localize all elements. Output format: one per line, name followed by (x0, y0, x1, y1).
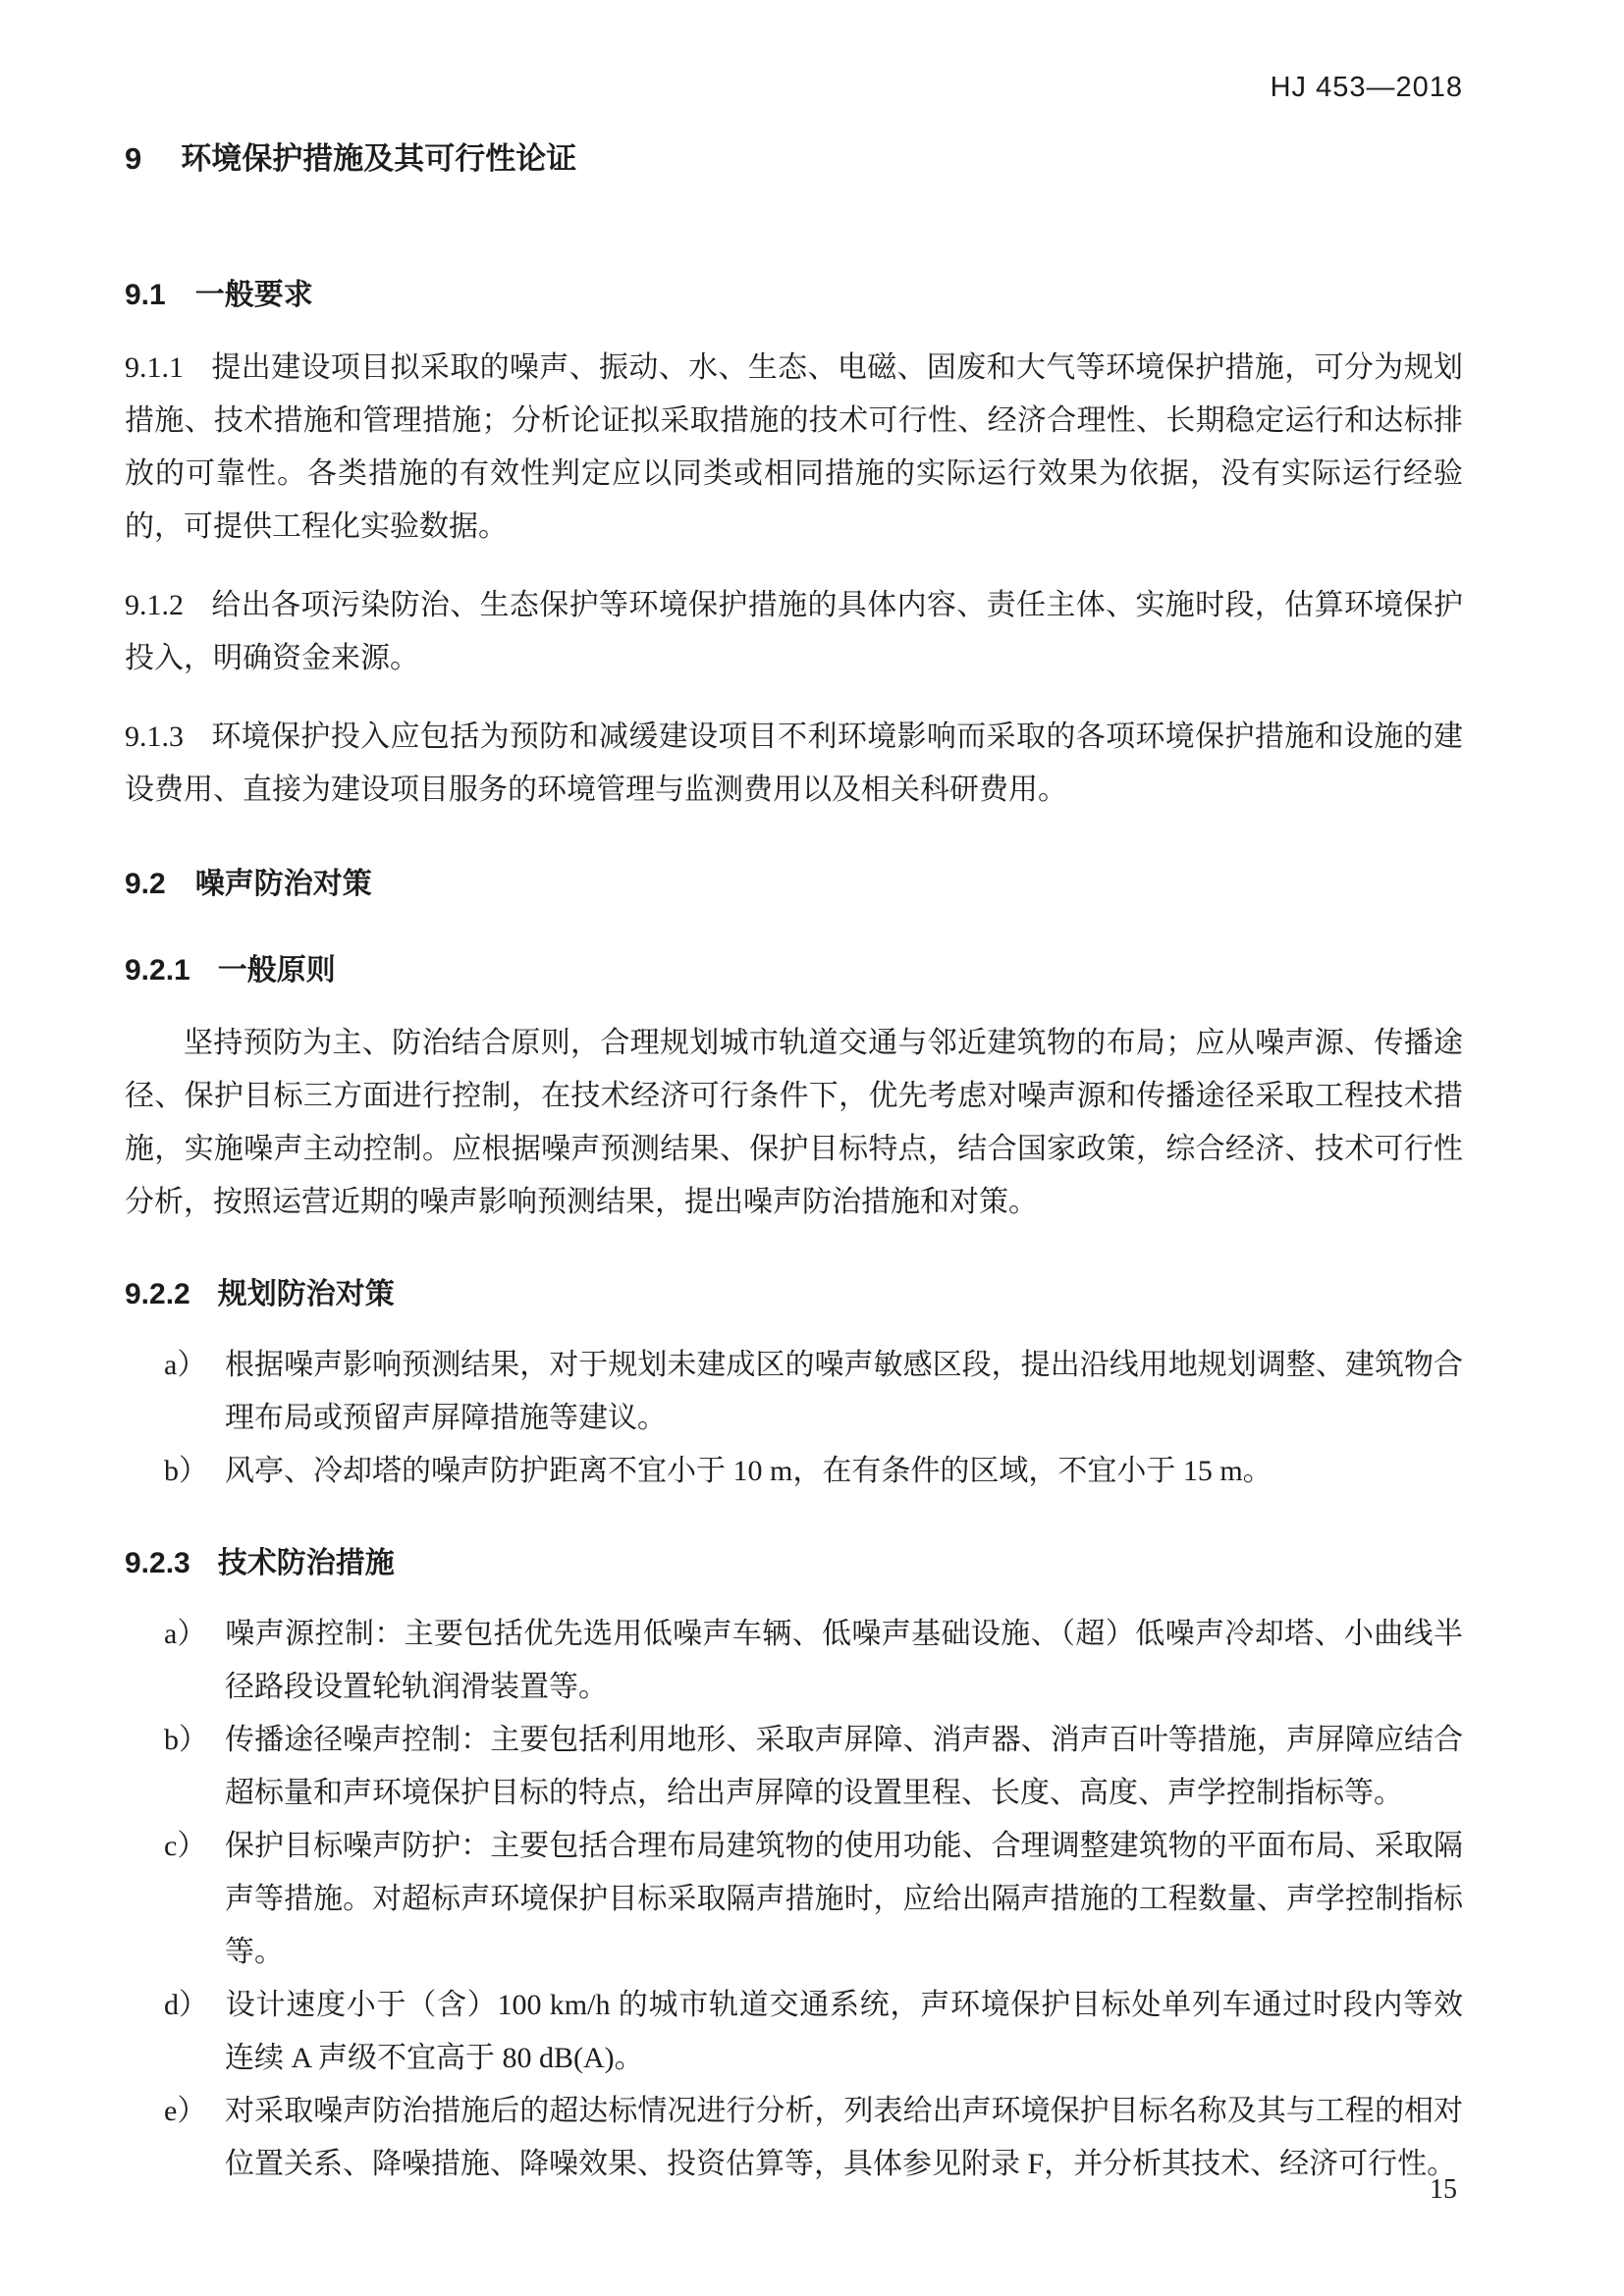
subsection-number: 9.2.3 (125, 1547, 190, 1579)
standard-number-header: HJ 453—2018 (1270, 72, 1463, 103)
list-9-2-2 (125, 1339, 1463, 1498)
section-number: 9.2 (125, 868, 166, 900)
subsection-title: 一般原则 (217, 954, 336, 987)
item-label: a） (164, 1618, 207, 1650)
subsection-title: 技术防治措施 (217, 1547, 395, 1579)
item-label: b） (164, 1724, 208, 1756)
clause-number: 9.1.3 (125, 721, 184, 753)
item-text: 对采取噪声防治措施后的超达标情况进行分析，列表给出声环境保护目标名称及其与工程的相对位置关系、降噪措施、降噪效果、投资估算等，具体参见附录 F，并分析其技术、经济可行性。 (225, 2095, 1463, 2180)
list-item-e (164, 2085, 1463, 2191)
clause-number: 9.1.2 (125, 589, 184, 621)
item-label: b） (164, 1455, 208, 1487)
list-item-b (164, 1445, 1463, 1498)
item-label: d） (164, 1989, 208, 2021)
clause-text: 给出各项污染防治、生态保护等环境保护措施的具体内容、责任主体、实施时段，估算环境保护投入，明确资金来源。 (125, 589, 1463, 674)
subsection-title: 规划防治对策 (217, 1278, 395, 1310)
clause-number: 9.1.1 (125, 351, 184, 384)
list-item-a (164, 1608, 1463, 1714)
chapter-title: 环境保护措施及其可行性论证 (181, 141, 577, 176)
clause-paragraph-9-1-3 (125, 711, 1463, 817)
item-text: 噪声源控制：主要包括优先选用低噪声车辆、低噪声基础设施、（超）低噪声冷却塔、小曲线半径路段设置轮轨润滑装置等。 (225, 1618, 1463, 1703)
item-label: a） (164, 1349, 207, 1381)
subsection-heading-9-2-2 (125, 1274, 1463, 1315)
item-label: e） (164, 2095, 207, 2127)
clause-text: 环境保护投入应包括为预防和减缓建设项目不利环境影响而采取的各项环境保护措施和设施的建设费用、直接为建设项目服务的环境管理与监测费用以及相关科研费用。 (125, 721, 1463, 806)
subsection-number: 9.2.2 (125, 1278, 190, 1310)
clause-paragraph-9-1-1 (125, 342, 1463, 554)
item-text: 设计速度小于（含）100 km/h 的城市轨道交通系统，声环境保护目标处单列车通过时段内等效连续 A 声级不宜高于 80 dB(A)。 (225, 1989, 1463, 2074)
clause-paragraph-9-1-2 (125, 579, 1463, 685)
item-text: 保护目标噪声防护：主要包括合理布局建筑物的使用功能、合理调整建筑物的平面布局、采取隔声等措施。对超标声环境保护目标采取隔声措施时，应给出隔声措施的工程数量、声学控制指标等。 (225, 1830, 1463, 1968)
page-number: 15 (1430, 2174, 1457, 2205)
clause-text: 提出建设项目拟采取的噪声、振动、水、生态、电磁、固废和大气等环境保护措施，可分为规划措施、技术措施和管理措施；分析论证拟采取措施的技术可行性、经济合理性、长期稳定运行和达标排放的可靠性。各类措施的有效性判定应以同类或相同措施的实际运行效果为依据，没有实际运行经验的，可提供工程化实验数据。 (125, 351, 1463, 543)
body-paragraph-9-2-1: 坚持预防为主、防治结合原则，合理规划城市轨道交通与邻近建筑物的布局；应从噪声源、传播途径、保护目标三方面进行控制，在技术经济可行条件下，优先考虑对噪声源和传播途径采取工程技术措施，实施噪声主动控制。应根据噪声预测结果、保护目标特点，结合国家政策，综合经济、技术可行性分析，按照运营近期的噪声影响预测结果，提出噪声防治措施和对策。 (125, 1027, 1463, 1218)
section-heading-9-1 (125, 275, 1463, 316)
list-9-2-3 (125, 1608, 1463, 2191)
subsection-heading-9-2-1 (125, 950, 1463, 991)
section-heading-9-2 (125, 864, 1463, 905)
chapter-heading (125, 137, 1463, 181)
list-item-c (164, 1820, 1463, 1979)
section-title: 噪声防治对策 (194, 868, 372, 900)
list-item-a (164, 1339, 1463, 1445)
subsection-number: 9.2.1 (125, 954, 190, 987)
item-label: c） (164, 1830, 207, 1862)
chapter-number: 9 (125, 141, 142, 176)
item-text: 根据噪声影响预测结果，对于规划未建成区的噪声敏感区段，提出沿线用地规划调整、建筑物合理布局或预留声屏障措施等建议。 (225, 1349, 1463, 1434)
section-number: 9.1 (125, 279, 166, 311)
list-item-d (164, 1979, 1463, 2085)
item-text: 风亭、冷却塔的噪声防护距离不宜小于 10 m，在有条件的区域，不宜小于 15 m。 (225, 1455, 1272, 1487)
list-item-b (164, 1714, 1463, 1820)
subsection-heading-9-2-3 (125, 1543, 1463, 1584)
section-title: 一般要求 (194, 279, 313, 311)
item-text: 传播途径噪声控制：主要包括利用地形、采取声屏障、消声器、消声百叶等措施，声屏障应结合超标量和声环境保护目标的特点，给出声屏障的设置里程、长度、高度、声学控制指标等。 (225, 1724, 1463, 1809)
